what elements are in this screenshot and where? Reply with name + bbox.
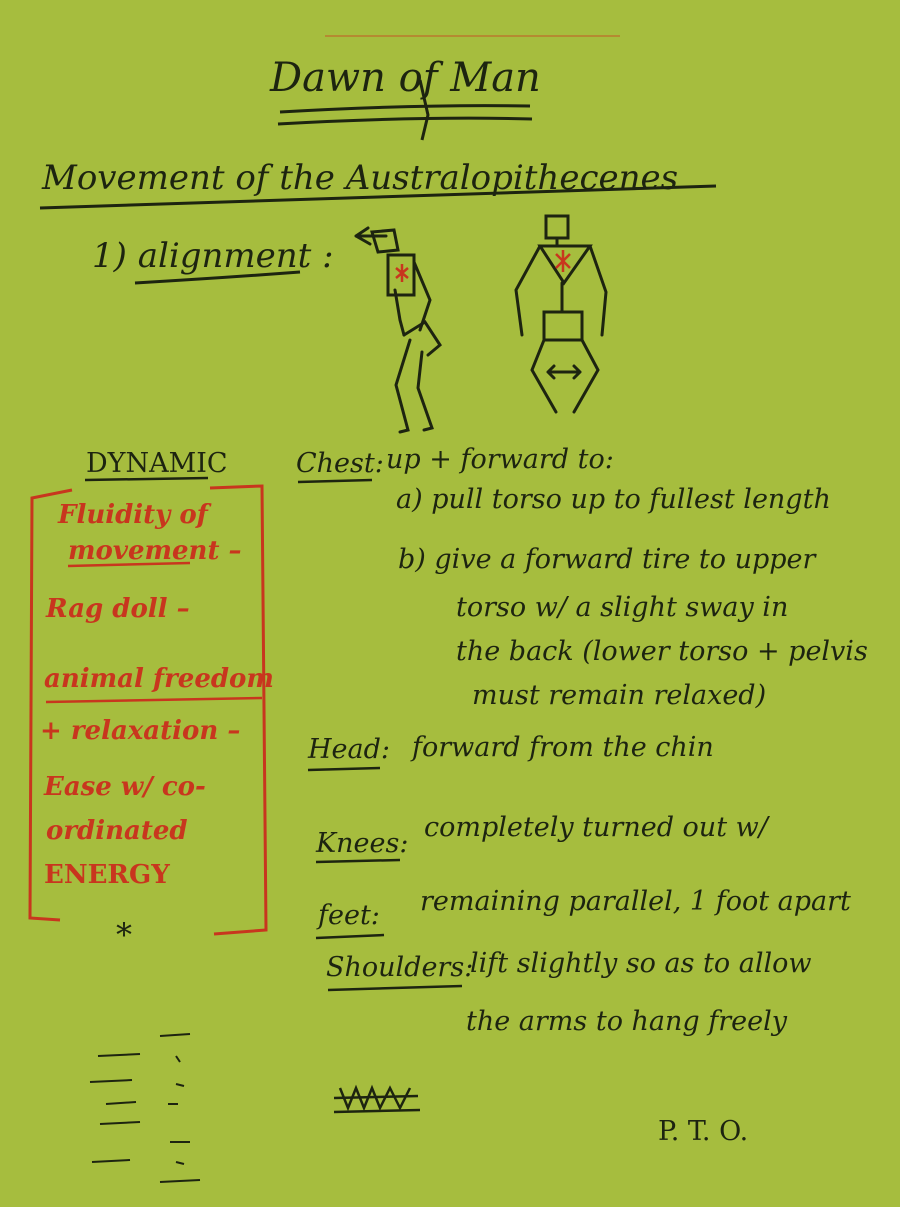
- chest-item-b-line: torso w/ a slight sway in: [456, 592, 789, 623]
- sidebar-item: + relaxation –: [40, 716, 241, 746]
- chest-item-b-line: the back (lower torso + pelvis: [456, 636, 868, 667]
- knees-label: Knees:: [316, 828, 409, 859]
- page-title: Dawn of Man: [270, 55, 541, 101]
- head-label: Head:: [308, 734, 391, 765]
- side-view-figure-drawing: [356, 228, 440, 432]
- chest-label: Chest:: [296, 448, 384, 479]
- section-alignment: 1) alignment :: [92, 236, 334, 276]
- feet-label: feet:: [318, 900, 380, 931]
- chest-item-b: b) give a forward tire to upper: [398, 544, 816, 575]
- head-text: forward from the chin: [412, 732, 714, 763]
- chest-star-front: [556, 250, 570, 272]
- shoulders-text-line: the arms to hang freely: [466, 1006, 788, 1037]
- pto-note: P. T. O.: [658, 1116, 749, 1147]
- sidebar-item: movement –: [68, 536, 242, 566]
- sidebar-item: ENERGY: [44, 860, 170, 890]
- front-view-figure-drawing: [516, 216, 606, 412]
- chest-text: up + forward to:: [386, 444, 614, 475]
- sidebar-item: animal freedom: [44, 664, 274, 694]
- sidebar-star: *: [116, 916, 132, 954]
- shoulders-text: lift slightly so as to allow: [470, 948, 812, 979]
- shoulders-label: Shoulders:: [326, 952, 474, 983]
- sidebar-heading: DYNAMIC: [86, 448, 228, 479]
- crossed-out-scribble: [334, 1088, 420, 1112]
- feet-text: remaining parallel, 1 foot apart: [420, 886, 851, 917]
- chest-star-side: [396, 264, 408, 282]
- sidebar-item: Fluidity of: [58, 500, 208, 530]
- page-subtitle: Movement of the Australopithecenes: [42, 158, 679, 198]
- sidebar-item: Rag doll –: [46, 594, 190, 624]
- knees-text: completely turned out w/: [424, 812, 768, 843]
- chest-item-b-line: must remain relaxed): [472, 680, 767, 711]
- sidebar-item: Ease w/ co-: [44, 772, 206, 802]
- margin-marks: [90, 1034, 200, 1182]
- sidebar-item: ordinated: [46, 816, 188, 846]
- chest-item-a: a) pull torso up to fullest length: [396, 484, 831, 515]
